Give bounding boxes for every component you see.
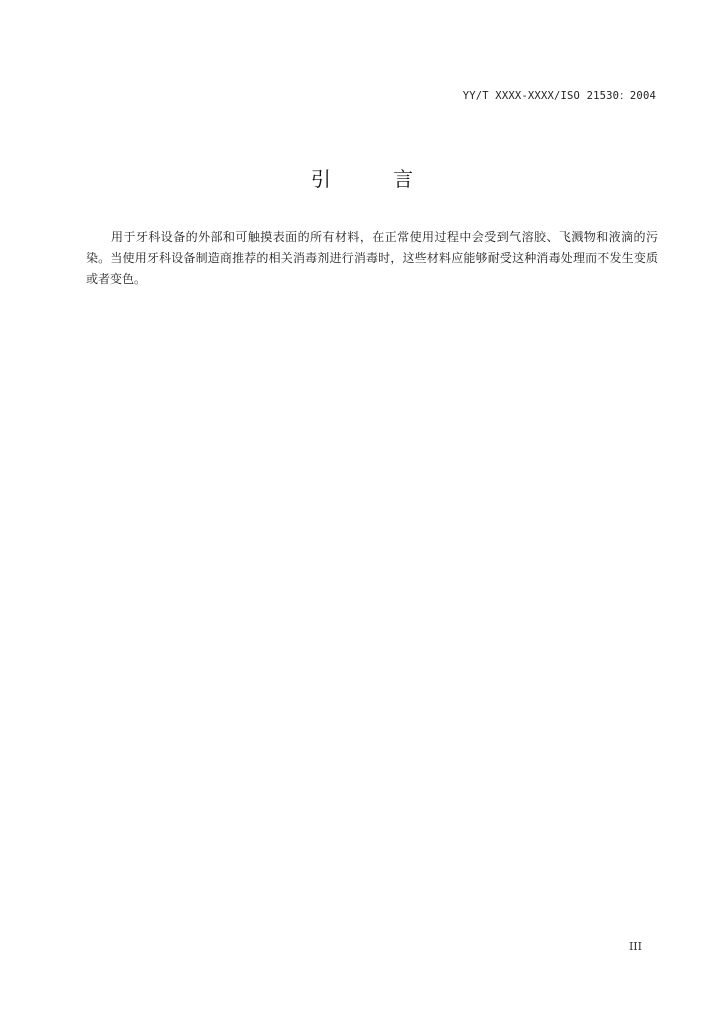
section-title: 引 言 <box>310 167 442 191</box>
page-number: III <box>628 940 642 953</box>
standard-code-header: YY/T XXXX-XXXX/ISO 21530：2004 <box>462 90 656 102</box>
body-paragraph: 用于牙科设备的外部和可触摸表面的所有材料，在正常使用过程中会受到气溶胶、飞溅物和液滴的污染。当使用牙科设备制造商推荐的相关消毒剂进行消毒时，这些材料应能够耐受这种消毒处理而不发生变质或者变色。 <box>86 230 658 286</box>
